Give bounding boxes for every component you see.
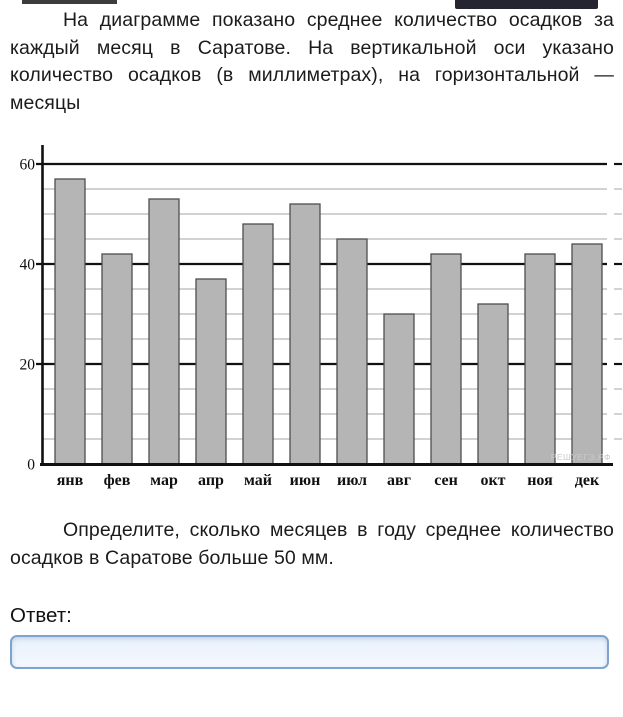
chart-bar bbox=[290, 204, 320, 464]
y-tick-label: 40 bbox=[19, 256, 35, 274]
chart-bar bbox=[337, 239, 367, 464]
answer-input[interactable] bbox=[10, 635, 609, 669]
answer-label: Ответ: bbox=[10, 604, 72, 627]
x-tick-label: июн bbox=[289, 472, 321, 489]
precipitation-chart-svg bbox=[0, 140, 623, 500]
problem-question-text: Определите, сколько месяцев в году среднее количество осадков в Саратове больше 50 мм. bbox=[10, 519, 614, 569]
x-tick-label: дек bbox=[574, 472, 600, 489]
x-tick-label: фев bbox=[103, 472, 131, 489]
chart-bar bbox=[102, 254, 132, 464]
y-tick-label: 0 bbox=[27, 456, 35, 474]
x-tick-label: май bbox=[243, 472, 273, 489]
chart-bar bbox=[55, 179, 85, 464]
cutoff-header-text-fragment bbox=[22, 0, 117, 4]
x-tick-label: апр bbox=[198, 472, 224, 489]
chart-bar bbox=[431, 254, 461, 464]
chart-bar bbox=[478, 304, 508, 464]
chart-bar bbox=[243, 224, 273, 464]
chart-bar bbox=[525, 254, 555, 464]
x-tick-label: окт bbox=[480, 472, 506, 489]
x-tick-label: ноя bbox=[527, 472, 553, 489]
precipitation-chart bbox=[0, 140, 623, 500]
chart-bar bbox=[572, 244, 602, 464]
x-tick-label: авг bbox=[387, 472, 411, 489]
y-tick-label: 20 bbox=[19, 356, 35, 374]
chart-bar bbox=[149, 199, 179, 464]
problem-intro-text: На диаграмме показано среднее количество осадков за каждый месяц в Саратове. На вертикальной оси указано количество осадков (в миллиметрах), на горизонтальной — месяцы bbox=[10, 9, 614, 114]
x-tick-label: мар bbox=[150, 472, 178, 489]
x-tick-label: июл bbox=[336, 472, 368, 489]
watermark-text: РЕШУЕГЭ.РФ bbox=[550, 452, 611, 462]
chart-bar bbox=[196, 279, 226, 464]
y-tick-label: 60 bbox=[19, 156, 35, 174]
x-tick-label: сен bbox=[434, 472, 458, 489]
x-tick-label: янв bbox=[56, 472, 84, 489]
chart-bar bbox=[384, 314, 414, 464]
